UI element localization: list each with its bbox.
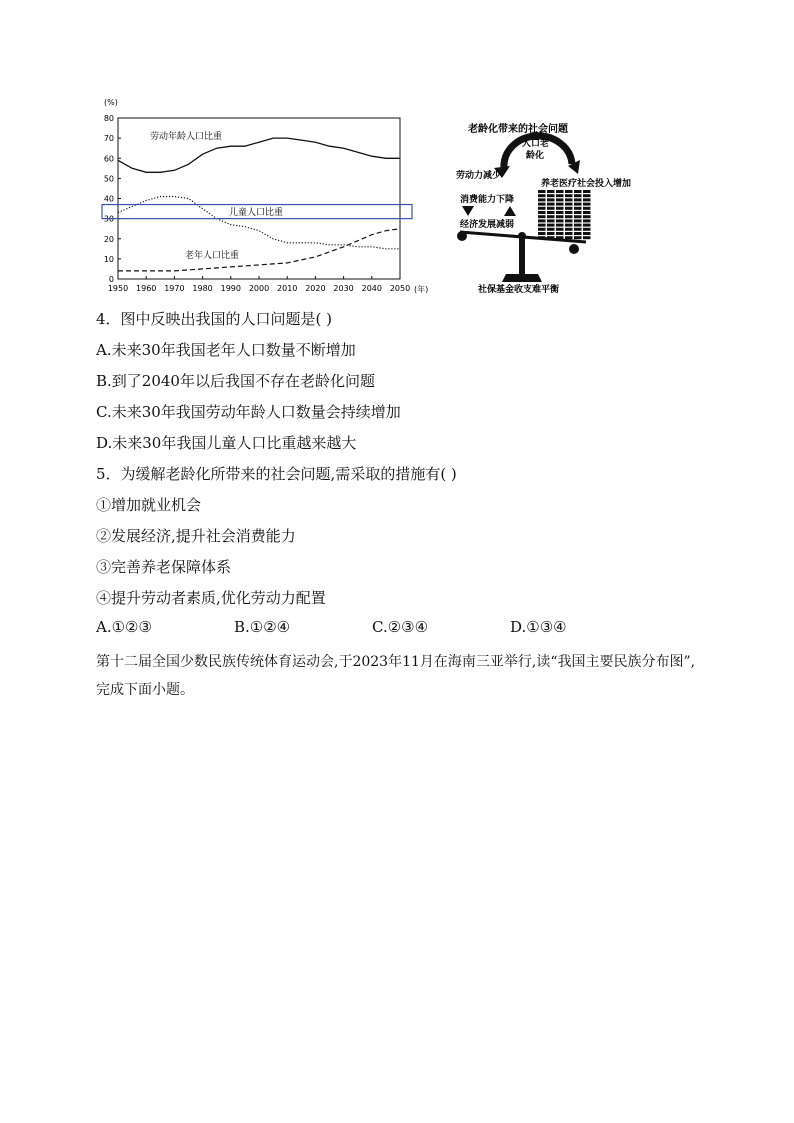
q4-option-c: C.未来30年我国劳动年龄人口数量会持续增加: [96, 403, 401, 421]
stack-bar: [547, 203, 555, 206]
y-tick-label: 40: [103, 194, 114, 204]
x-tick-label: 2010: [277, 284, 298, 293]
stack-bar: [583, 236, 591, 239]
stack-bar: [538, 228, 546, 231]
stack-bar: [538, 194, 546, 197]
stack-bar: [574, 228, 582, 231]
labor-series-label: 劳动年龄人口比重: [150, 132, 223, 142]
stack-bar: [565, 190, 573, 193]
arrow-up-icon: [504, 206, 516, 216]
stack-bar: [574, 215, 582, 218]
population-ratio-chart: [96, 92, 446, 302]
x-unit-label: (年): [414, 285, 429, 294]
stack-bar: [565, 211, 573, 214]
q5-stem: 5．为缓解老龄化所带来的社会问题,需采取的措施有( ): [96, 465, 457, 483]
diagram-bottom-label: 社保基金收支难平衡: [478, 285, 560, 295]
stack-bar: [574, 219, 582, 222]
q5-choices: [96, 618, 696, 640]
x-tick-labels: [108, 284, 410, 293]
stack-bar: [583, 232, 591, 235]
x-tick-label: 2020: [305, 284, 326, 293]
q5-choice-c: C.②③④: [372, 618, 429, 636]
q4-option-b: B.到了2040年以后我国不存在老龄化问题: [96, 372, 375, 390]
series-line-1: [118, 138, 400, 172]
y-tick-label: 80: [103, 114, 114, 123]
stack-bar: [574, 224, 582, 227]
stack-bar: [565, 215, 573, 218]
q5-item-2: ②发展经济,提升社会消费能力: [96, 527, 296, 545]
stack-bar: [556, 194, 564, 197]
stack-bar: [538, 207, 546, 210]
y-tick-label: 20: [103, 234, 114, 244]
stack-bar: [547, 215, 555, 218]
stack-bar: [547, 190, 555, 193]
y-tick-labels: [104, 114, 114, 284]
stack-bar: [574, 190, 582, 193]
stack-bar: [574, 203, 582, 206]
passage-text: 第十二届全国少数民族传统体育运动会,于2023年11月在海南三亚举行,读“我国主要民族分布图”,完成下面小题。: [96, 654, 696, 698]
q5-item-4: ④提升劳动者素质,优化劳动力配置: [96, 589, 326, 607]
diagram-right-item: 养老医疗社会投入增加: [541, 179, 632, 189]
diagram-left-item-2: 消费能力下降: [460, 195, 515, 205]
x-tick-label: 1970: [164, 284, 185, 293]
stack-bar: [565, 203, 573, 206]
y-tick-label: 70: [103, 134, 114, 144]
stack-bar: [565, 232, 573, 235]
stack-bar: [574, 198, 582, 201]
stack-bar: [538, 198, 546, 201]
x-tick-label: 2050: [389, 284, 411, 293]
x-tick-label: 2040: [361, 284, 382, 293]
stack-bar: [538, 190, 546, 193]
stack-bar: [547, 232, 555, 235]
stack-bar: [547, 198, 555, 201]
stack-bar: [556, 207, 564, 210]
x-tick-label: 1960: [136, 284, 157, 293]
diagram-center-line1: 人口老: [522, 139, 550, 149]
stack-bar: [547, 207, 555, 210]
y-tick-label: 0: [108, 275, 114, 284]
q5-choice-a: A.①②③: [96, 618, 152, 636]
elderly-series-label: 老年人口比重: [185, 251, 240, 261]
stack-bar: [583, 203, 591, 206]
stack-bar: [574, 211, 582, 214]
stack-bar: [556, 211, 564, 214]
stack-bar: [583, 224, 591, 227]
stack-bar: [538, 211, 546, 214]
stack-bar: [583, 228, 591, 231]
stack-bar: [556, 215, 564, 218]
q5-item-3: ③完善养老保障体系: [96, 558, 232, 576]
stack-bar: [565, 207, 573, 210]
q5-item-1: ①增加就业机会: [96, 496, 202, 514]
y-tick-label: 60: [103, 154, 114, 164]
stack-bar: [547, 224, 555, 227]
x-tick-label: 1980: [192, 284, 213, 293]
stack-bar: [547, 219, 555, 222]
y-tick-label: 10: [103, 254, 114, 264]
stack-bar: [583, 215, 591, 218]
stack-bar: [556, 219, 564, 222]
stack-bar: [565, 236, 573, 239]
stack-bar: [538, 215, 546, 218]
stack-bar: [565, 219, 573, 222]
x-tick-label: 1990: [220, 284, 241, 293]
stack-bar: [538, 219, 546, 222]
stack-bar: [583, 198, 591, 201]
stack-bar: [583, 194, 591, 197]
q5-choice-b: B.①②④: [234, 618, 291, 636]
q4-stem: 4．图中反映出我国的人口问题是( ): [96, 310, 333, 328]
diagram-left-item-1: 劳动力减少: [456, 171, 502, 181]
stack-bar: [565, 228, 573, 231]
stack-bar: [538, 232, 546, 235]
diagram-left-item-3: 经济发展减弱: [460, 220, 515, 230]
arrow-down-icon: [462, 206, 474, 216]
q5-choice-d: D.①③④: [510, 618, 567, 636]
series-line-3: [118, 229, 400, 271]
stack-bar: [538, 224, 546, 227]
stack-bar: [583, 190, 591, 193]
stack-bar: [574, 194, 582, 197]
stack-bar: [547, 228, 555, 231]
stack-bar: [583, 207, 591, 210]
stack-bar: [583, 211, 591, 214]
stack-bar: [574, 236, 582, 239]
x-tick-label: 2000: [248, 284, 270, 293]
stack-bar: [565, 224, 573, 227]
stack-bar: [565, 194, 573, 197]
stack-bar: [556, 203, 564, 206]
stack-bar: [565, 198, 573, 201]
stack-bar: [556, 228, 564, 231]
stack-bar: [556, 190, 564, 193]
y-tick-label: 50: [103, 174, 114, 184]
stack-bar: [556, 224, 564, 227]
y-unit-label: (%): [104, 98, 118, 107]
stack-bar: [547, 211, 555, 214]
child-series-label: 儿童人口比重: [229, 208, 284, 218]
q4-option-a: A.未来30年我国老年人口数量不断增加: [96, 341, 356, 359]
stack-bar: [556, 198, 564, 201]
stack-bar: [538, 203, 546, 206]
diagram-center-line2: 龄化: [526, 151, 545, 161]
stack-bar: [583, 219, 591, 222]
aging-problems-diagram: [446, 116, 646, 296]
q4-option-d: D.未来30年我国儿童人口比重越来越大: [96, 434, 357, 452]
x-tick-label: 2030: [333, 284, 354, 293]
stack-bar: [574, 207, 582, 210]
coin-stack-icon: [538, 190, 591, 239]
y-tick-label: 30: [103, 214, 114, 224]
stack-bar: [556, 232, 564, 235]
stack-bar: [574, 232, 582, 235]
x-tick-label: 1950: [107, 284, 129, 293]
stack-bar: [547, 194, 555, 197]
diagram-title: 老龄化带来的社会问题: [468, 124, 568, 135]
